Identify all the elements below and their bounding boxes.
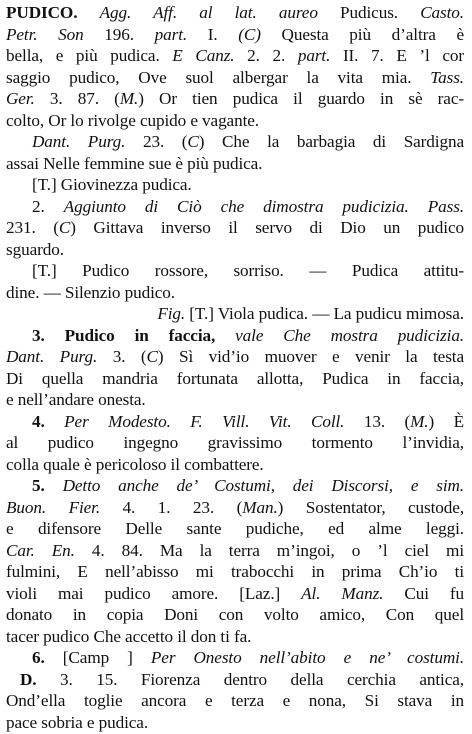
entry-text-segment: 196.	[104, 24, 155, 44]
entry-line-2	[6, 24, 464, 46]
entry-text-segment: e difensore Delle sante pudiche, ed alme leggi.	[6, 519, 464, 538]
entry-text-segment: 3. 87. (	[49, 89, 120, 108]
entry-line-4	[6, 67, 464, 89]
entry-text-segment: al pudico ingegno gravissimo tormento l’invidia,	[6, 433, 464, 452]
entry-line-5	[6, 88, 464, 110]
entry-text-segment: Ond’ella toglie ancora e terza e nona, Si stava in	[6, 691, 464, 710]
entry-text-segment: E Canz.	[172, 46, 248, 65]
entry-text-segment: 2.	[32, 196, 64, 216]
entry-text-segment: vale Che mostra pudicizia.	[235, 325, 464, 345]
entry-text-segment: Buon. Fier.	[6, 497, 123, 517]
entry-line-3	[6, 45, 464, 67]
entry-text-segment: Man.	[242, 497, 278, 517]
entry-text-segment: Detto anche de’ Costumi, dei Discorsi, e sim.	[62, 476, 464, 495]
entry-text-segment: Ger.	[6, 89, 50, 108]
entry-line-15	[6, 303, 464, 325]
entry-text-segment: 13. (	[363, 411, 411, 431]
entry-text-segment: [T.] Pudico rossore, sorriso. — Pudica attitu-	[32, 261, 464, 280]
entry-text-segment: ) Or tien pudica il guardo in sè rac-	[138, 89, 464, 108]
entry-text-segment: [T.] Giovinezza pudica.	[32, 175, 192, 194]
entry-text-segment: II. 7. E ’l cor	[342, 46, 464, 65]
entry-text-segment: Di quella mandria fortunata allotta, Pudica in faccia,	[6, 368, 464, 388]
entry-text-segment: 3. 15. Fiorenza dentro della cerchia antica,	[60, 669, 464, 689]
entry-text-segment: 5.	[32, 476, 63, 495]
entry-text-segment: colla quale è pericoloso il combattere.	[6, 454, 264, 474]
entry-line-7	[6, 131, 464, 153]
entry-text-segment: saggio pudico, Ove suol albergar la vita mia.	[6, 67, 431, 87]
entry-text-segment: Dant. Purg.	[6, 347, 113, 366]
entry-text-segment: Petr. Son	[6, 24, 105, 44]
entry-text-segment: tacer pudico Che accetto il don ti fa.	[6, 626, 252, 646]
entry-text-segment: Car. En.	[6, 540, 92, 560]
entry-text-segment: Fig.	[157, 304, 190, 323]
entry-text-segment: ) Che la barbagia di Sardigna	[198, 132, 464, 151]
entry-text-segment: Pudicus.	[340, 3, 421, 22]
entry-text-segment: 3.	[32, 325, 65, 345]
entry-text-segment: 23. (	[142, 132, 188, 151]
entry-line-25	[6, 518, 464, 540]
entry-line-8	[6, 153, 464, 175]
entry-text-segment: e nell’andare onesta.	[6, 390, 146, 409]
entry-text-segment: dine. — Silenzio pudico.	[6, 282, 175, 302]
entry-line-32	[6, 669, 464, 691]
entry-text-segment: fulmini, E nell’abisso mi trabocchi in prima Ch’io ti	[6, 562, 464, 581]
entry-line-9	[6, 174, 464, 196]
entry-line-6	[6, 110, 464, 132]
entry-line-19	[6, 389, 464, 411]
entry-text-segment: M.	[410, 411, 429, 431]
entry-line-16	[6, 325, 464, 347]
entry-line-17	[6, 346, 464, 368]
entry-text-segment: part.	[154, 24, 208, 44]
entry-text-segment: violi mai pudico amore. [Laz.]	[6, 583, 302, 603]
entry-text-segment: ) È	[428, 411, 464, 431]
entry-text-segment: Cui fu	[404, 583, 464, 603]
entry-text-segment: ) Sì vid’io muover e venir la testa	[157, 347, 464, 366]
entry-line-34	[6, 712, 464, 732]
entry-line-21	[6, 432, 464, 454]
entry-text-segment: Pudico in faccia,	[64, 325, 236, 345]
entry-text-segment: donato in copia Doni con volto amico, Con quel	[6, 605, 464, 624]
entry-text-segment: PUDICO.	[6, 3, 100, 22]
entry-line-30	[6, 626, 464, 648]
entry-text-segment: C	[58, 218, 71, 237]
entry-text-segment: M.	[119, 89, 139, 108]
entry-line-27	[6, 561, 464, 583]
entry-text-segment: I.	[207, 24, 239, 44]
entry-text-segment: 6.	[32, 648, 63, 667]
entry-text-segment: part.	[297, 46, 343, 65]
entry-text-segment: Tass.	[430, 67, 464, 87]
entry-text-segment: bella, e più pudica.	[6, 46, 173, 65]
entry-text-segment: pace sobria e pudica.	[6, 712, 149, 732]
entry-text-segment: 4.	[32, 411, 65, 431]
entry-text-segment: 4. 1. 23. (	[122, 497, 243, 517]
entry-text-segment: sguardo.	[6, 239, 64, 259]
entry-text-segment: C	[187, 132, 199, 151]
entry-text-segment: Agg. Aff. al lat. aureo	[99, 3, 341, 22]
entry-line-13	[6, 260, 464, 282]
entry-text-segment: Per Onesto nell’abito e ne’ costumi.	[150, 648, 464, 667]
entry-line-28	[6, 583, 464, 605]
entry-line-29	[6, 604, 464, 626]
entry-line-24	[6, 497, 464, 519]
entry-text-segment: C	[146, 347, 158, 366]
entry-text-segment: [Camp ]	[62, 648, 151, 667]
entry-text-segment: ) Gittava inverso il servo di Dio un pudico	[70, 218, 464, 237]
entry-text-segment: assai Nelle femmine sue è più pudica.	[6, 153, 263, 173]
entry-text-segment: 3. (	[112, 347, 147, 366]
entry-line-12	[6, 239, 464, 261]
entry-text-segment: (C)	[238, 24, 261, 44]
entry-line-10	[6, 196, 464, 218]
entry-text-segment: Aggiunto di Ciò che dimostra pudicizia. Pass.	[63, 196, 464, 216]
entry-line-18	[6, 368, 464, 390]
entry-text-segment: D.	[20, 669, 61, 689]
entry-line-11	[6, 217, 464, 239]
entry-text-segment: Per Modesto. F. Vill. Vit. Coll.	[64, 411, 364, 431]
entry-text-segment: Dant. Purg.	[32, 132, 143, 151]
entry-line-23	[6, 475, 464, 497]
entry-line-22	[6, 454, 464, 476]
entry-text-segment: colto, Or lo rivolge cupido e vagante.	[6, 110, 259, 130]
entry-text-segment: [T.] Viola pudica. — La pudicu mimosa.	[189, 304, 464, 323]
entry-line-1	[6, 2, 464, 24]
entry-text-segment: ) Sostentator, custode,	[277, 497, 464, 517]
entry-line-20	[6, 411, 464, 433]
entry-line-14	[6, 282, 464, 304]
entry-text-segment: Casto.	[420, 3, 464, 22]
entry-text-segment: 231. (	[6, 218, 59, 237]
entry-line-33	[6, 690, 464, 712]
entry-text-segment: 2. 2.	[247, 46, 298, 65]
entry-text-segment: Questa più d’altra è	[260, 24, 464, 44]
entry-text-segment: Al. Manz.	[301, 583, 405, 603]
entry-line-31	[6, 647, 464, 669]
entry-line-26	[6, 540, 464, 562]
entry-text-segment: 4. 84. Ma la terra m’ingoi, o ’l ciel mi	[91, 540, 464, 560]
